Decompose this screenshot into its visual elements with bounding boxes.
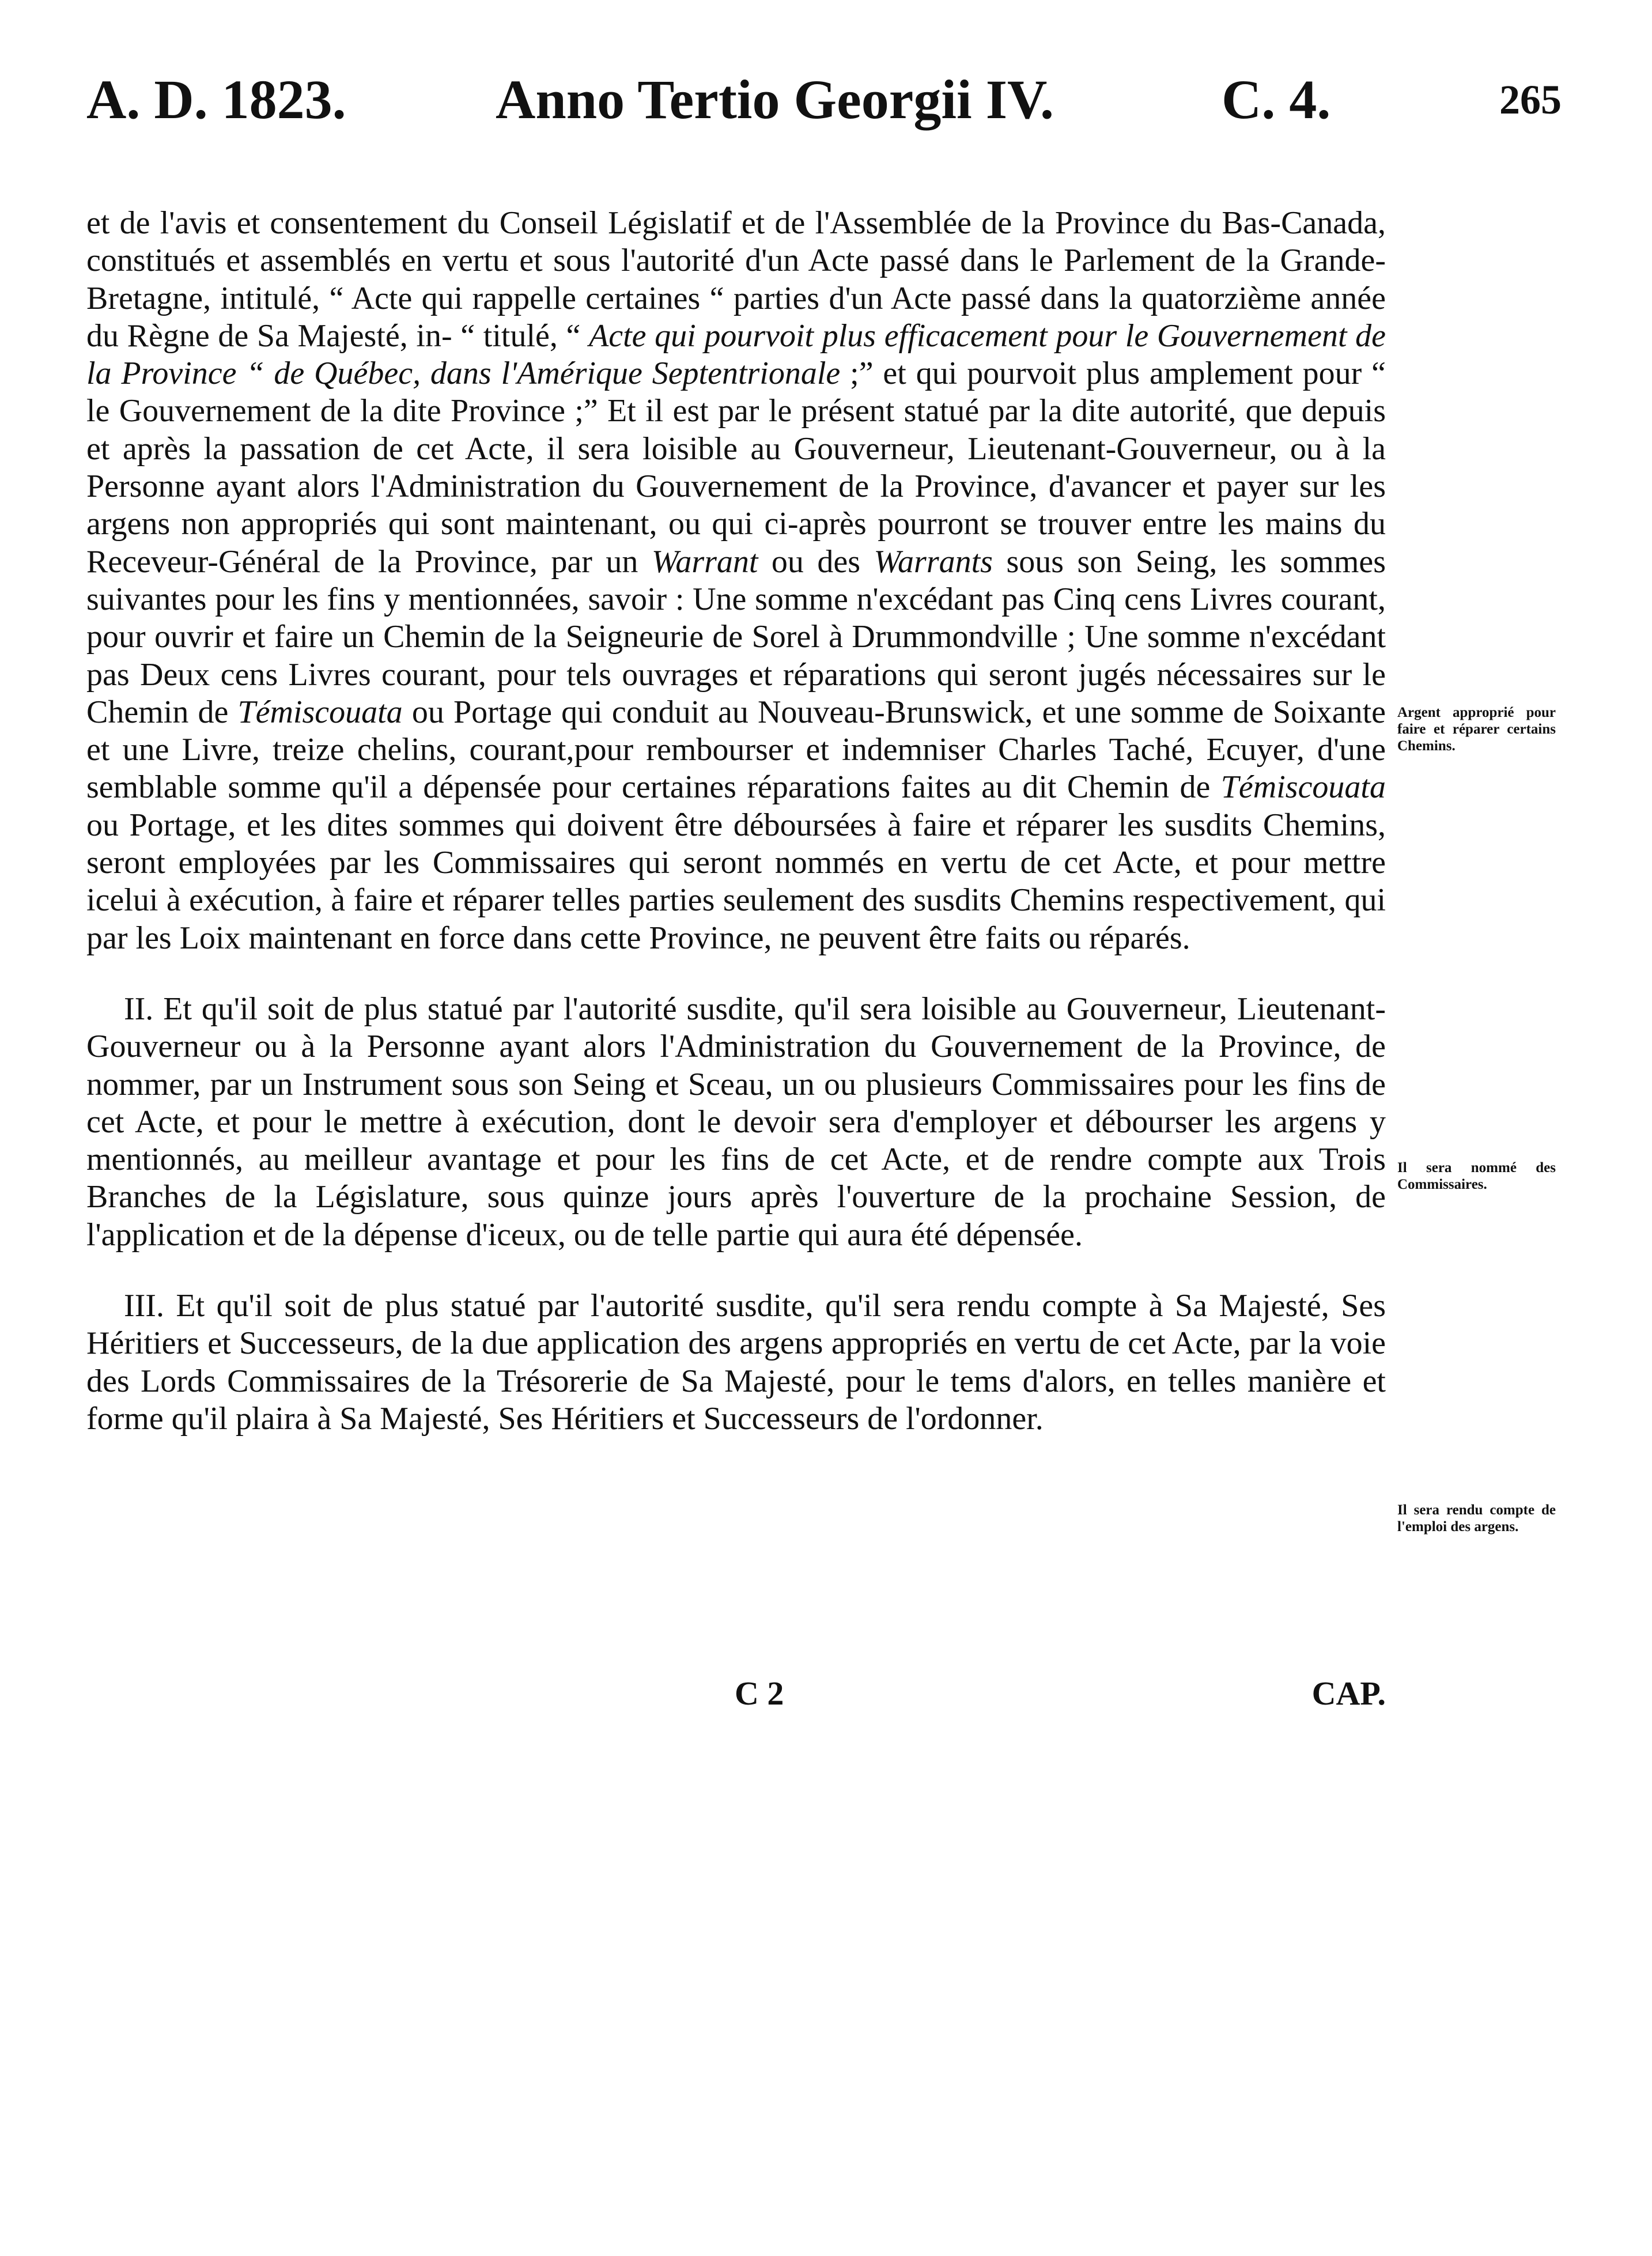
page-number: 265 (1499, 77, 1562, 123)
p1-italic-warrant: Warrant (651, 543, 758, 580)
p1-text-e: ou des (758, 543, 874, 580)
header-year: A. D. 1823. (86, 69, 346, 130)
page-footer (86, 1674, 1386, 1720)
p1-italic-temiscouata-2: Témiscouata (1220, 769, 1386, 806)
signature-mark: C 2 (735, 1675, 784, 1712)
running-header (86, 68, 1562, 131)
paragraph-2: II. Et qu'il soit de plus statué par l'autorité susdite, qu'il sera loisible au Gouverneur, Lieutenant-Gouverneur ou à la Personne ayant alors l'Administration du Gouvernement de la Province, de nommer, par un Instrument sous son Seing et Sceau, un ou plusieurs Commissaires pour les fins de cet Acte, et pour le mettre à exécution, dont le devoir sera d'employer et débourser les argens y mentionnés, au meilleur avantage et pour les fins de cet Acte, et de rendre compte aux Trois Branches de la Législature, sous quinze jours après l'ouverture de la prochaine Session, de l'application et de la dépense d'iceux, ou de telle partie qui aura été dépensée. (86, 991, 1386, 1253)
marginal-note-2: Il sera nommé des Commissaires. (1397, 1160, 1556, 1192)
marginal-note-3: Il sera rendu compte de l'emploi des argens. (1397, 1502, 1556, 1535)
p1-text-a: et de l'avis et consentement du Conseil Législatif et de l'Assemblée de la Province du Bas-Canada, constitués et assemblés en vertu et sous l'autorité d'un Acte passé dans le Parlement de la Grande-Bretagne, intitulé, “ Acte qui rappelle certaines “ parties d'un Acte passé dans la quatorzième année du Règne de Sa Majesté, in- “ titulé, “ (86, 205, 1386, 354)
p1-italic-act-title: Acte qui pourvoit plus efficacement pour le Gouvernement de la Province “ de Québec, dans l'Amérique Septentrionale (86, 318, 1386, 392)
p1-text-c: ;” et qui pourvoit plus amplement pour “ le Gouvernement de la dite Province ;” Et il est par le présent statué par la dite autorité, que depuis et après la passation de cet Acte, il sera loisible au Gouverneur, Lieutenant-Gouverneur, ou à la Personne ayant alors l'Administration du Gouvernement de la Province, d'avancer et payer sur les argens non appropriés qui sont maintenant, ou qui ci-après pourront se trouver entre les mains du Receveur-Général de la Province, par un (86, 356, 1386, 580)
main-text (86, 205, 1386, 1438)
p1-text-k: ou Portage, et les dites sommes qui doivent être déboursées à faire et réparer les susdits Chemins, seront employées par les Commissaires qui seront nommés en vertu de cet Acte, et pour mettre icelui à exécution, à faire et réparer telles parties seulement des susdits Chemins respectivement, qui par les Loix maintenant en force dans cette Province, ne peuvent être faits ou réparés. (86, 807, 1386, 956)
marginal-note-1: Argent approprié pour faire et réparer certains Chemins. (1397, 705, 1556, 754)
header-title: Anno Tertio Georgii IV. (496, 69, 1054, 130)
paragraph-1 (86, 205, 1386, 957)
paragraph-3: III. Et qu'il soit de plus statué par l'autorité susdite, qu'il sera rendu compte à Sa Majesté, Ses Héritiers et Successeurs, de la due application des argens appropriés en vertu de cet Acte, par la voie des Lords Commissaires de la Trésorerie de Sa Majesté, pour le tems d'alors, en telles manière et forme qu'il plaira à Sa Majesté, Ses Héritiers et Successeurs de l'ordonner. (86, 1288, 1386, 1437)
header-chapter: C. 4. (1222, 69, 1331, 130)
p1-text-i: ou Portage qui conduit au Nouveau-Brunswick, et une somme de Soixante et une Livre, treize chelins, courant,pour rembourser et indemniser Charles Taché, Ecuyer, d'une semblable somme qu'il a dépensée pour certaines réparations faites au dit Chemin de (86, 694, 1386, 806)
p1-italic-temiscouata: Témiscouata (237, 694, 403, 730)
p1-italic-warrants: Warrants (874, 543, 993, 580)
catchword: CAP. (1311, 1675, 1386, 1712)
p1-text-g: sous son Seing, les sommes suivantes pour les fins y mentionnées, savoir : Une somme n'excédant pas Cinq cens Livres courant, pour ouvrir et faire un Chemin de la Seigneurie de Sorel à Drummondville ; Une somme n'excédant pas Deux cens Livres courant, pour tels ouvrages et réparations qui seront jugés nécessaires sur le Chemin de (86, 543, 1386, 730)
